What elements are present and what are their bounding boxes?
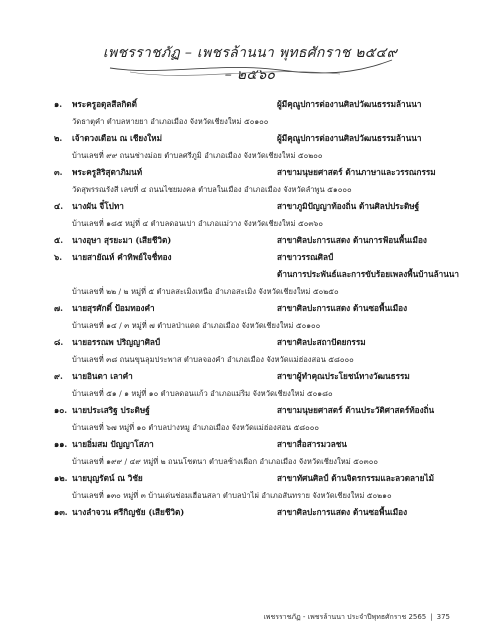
- entry-number: ๑.: [54, 99, 63, 109]
- entry-address: บ้านเลขที่ ๒๒ / ๒ หมู่ที่ ๕ ตำบลสะเมิงเหนือ อำเภอสะเมิง จังหวัดเชียงใหม่ ๕๐๒๕๐: [72, 287, 339, 296]
- entry-list: [54, 96, 464, 521]
- entry-name: นายอิ่มสม ปัญญาโสภา: [72, 439, 154, 449]
- list-item: [54, 198, 464, 232]
- entry-address: บ้านเลขที่ ๑๔ / ๓ หมู่ที่ ๗ ตำบลป่าแดด อำเภอเมือง จังหวัดเชียงใหม่ ๕๐๑๐๐: [72, 321, 321, 330]
- entry-name: นายอรรณพ ปริญญาศิลป์: [72, 337, 161, 347]
- entry-role: ผู้มีคุณูปการต่องานศิลปวัฒนธรรมล้านนา: [277, 99, 422, 109]
- entry-address: บ้านเลขที่ ๑๓๐ หมู่ที่ ๓ บ้านเด่นช่อมเฮือนสลา ตำบลป่าไผ่ อำเภอสันทราย จังหวัดเชียงใหม่ ๕๐๒๑๐: [72, 491, 392, 500]
- list-item: [54, 504, 464, 521]
- entry-role: สาขาสื่อสารมวลชน: [277, 439, 347, 449]
- entry-address: บ้านเลขที่ ๑๘๕ หมู่ที่ ๔ ตำบลดอนเปา อำเภอแม่วาง จังหวัดเชียงใหม่ ๕๐๓๖๐: [72, 219, 323, 228]
- entry-role: สาขาศิลปะสถาปัตยกรรม: [277, 337, 366, 347]
- entry-role: สาขามนุษยศาสตร์ ด้านภาษาและวรรณกรรม: [277, 167, 436, 177]
- page-footer: [263, 612, 450, 623]
- entry-role: สาขาศิลปะการแสดง ด้านซอพื้นเมือง: [277, 303, 408, 313]
- entry-address: บ้านเลขที่ ๕๑ / ๑ หมู่ที่ ๑๐ ตำบลดอนแก้ว อำเภอแม่ริม จังหวัดเชียงใหม่ ๕๐๑๘๐: [72, 389, 333, 398]
- entry-role: สาขาศิลปะการแสดง ด้านซอพื้นเมือง: [277, 507, 408, 517]
- entry-name: นางอุษา สุรยะมา (เสียชีวิต): [72, 235, 172, 245]
- entry-name: นางลำจวน ศรีกิญชัย (เสียชีวิต): [72, 507, 185, 517]
- entry-number: ๖.: [54, 252, 63, 262]
- entry-name: เจ้าดวงเดือน ณ เชียงใหม่: [72, 133, 162, 143]
- list-item: [54, 300, 464, 334]
- footer-text: เพชรราชภัฏ - เพชรล้านนา ประจำปีพุทธศักราช 2565: [263, 613, 427, 621]
- entry-name: นางผัน จี๋โปทา: [72, 201, 124, 211]
- entry-address: บ้านเลขที่ ๓๘ ถนนขุนลุมประพาส ตำบลจองคำ อำเภอเมือง จังหวัดแม่ฮ่องสอน ๕๘๐๐๐: [72, 355, 354, 364]
- list-item: [54, 470, 464, 504]
- entry-name: นายบุญรัตน์ ณ วิชัย: [72, 473, 143, 483]
- entry-address: บ้านเลขที่ ๑๙๙ / ๔๙ หมู่ที่ ๒ ถนนโชตนา ตำบลช้างเผือก อำเภอเมือง จังหวัดเชียงใหม่ ๕๐๓๐๐: [72, 457, 378, 466]
- entry-number: ๓.: [54, 167, 63, 177]
- entry-address: วัดสุพรรณรังสี เลขที่ ๔ ถนนไชยมงคล ตำบลในเมือง อำเภอเมือง จังหวัดลำพูน ๕๑๐๐๐: [72, 185, 352, 194]
- entry-address: บ้านเลขที่ ๖๗ หมู่ที่ ๑๐ ตำบลปางหมู อำเภอเมือง จังหวัดแม่ฮ่องสอน ๕๘๐๐๐: [72, 423, 320, 432]
- list-item: [54, 232, 464, 249]
- footer-divider: |: [430, 613, 433, 621]
- page-number: 375: [436, 613, 450, 621]
- entry-number: ๘.: [54, 337, 64, 347]
- entry-number: ๑๐.: [54, 405, 68, 415]
- entry-role-detail: ด้านการประพันธ์และการขับร้อยเพลงพื้นบ้านล้านนา: [277, 269, 459, 279]
- entry-name: นายประเสริฐ ประดิษฐ์: [72, 405, 150, 415]
- list-item: [54, 436, 464, 470]
- entry-number: ๙.: [54, 371, 63, 381]
- entry-number: ๑๑.: [54, 439, 68, 449]
- entry-role: สาขาภูมิปัญญาท้องถิ่น ด้านศิลปประดิษฐ์: [277, 201, 420, 211]
- entry-address: บ้านเลขที่ ๙๙ ถนนช่างม่อย ตำบลศรีภูมิ อำเภอเมือง จังหวัดเชียงใหม่ ๕๐๒๐๐: [72, 151, 323, 160]
- entry-number: ๕.: [54, 235, 64, 245]
- entry-name: นายสายัณห์ คำทิพย์ใจชื่ทอง: [72, 252, 172, 262]
- entry-number: ๗.: [54, 303, 64, 313]
- entry-name: พระครูสิริสุตาภิมนท์: [72, 167, 143, 177]
- entry-role: สาขาศิลปะการแสดง ด้านการฟ้อนพื้นเมือง: [277, 235, 427, 245]
- page-title: เพชรราชภัฏ – เพชรล้านนา พุทธศักราช ๒๕๔๙ – ๒๕๖๐: [102, 45, 398, 83]
- list-item: [54, 130, 464, 164]
- entry-number: ๑๓.: [54, 507, 68, 517]
- entry-number: ๒.: [54, 133, 63, 143]
- list-item: [54, 368, 464, 402]
- entry-name: นายอินตา เลาคำ: [72, 371, 133, 381]
- list-item: [54, 96, 464, 130]
- entry-name: พระครูอดุลสีลกิตติ์: [72, 99, 137, 109]
- list-item: [54, 249, 464, 300]
- entry-role: สาขาวรรณศิลป์: [277, 252, 334, 262]
- list-item: [54, 402, 464, 436]
- entry-role: สาขาผู้ทำคุณประโยชน์ทางวัฒนธรรม: [277, 371, 410, 381]
- entry-role: ผู้มีคุณูปการต่องานศิลปวัฒนธรรมล้านนา: [277, 133, 422, 143]
- entry-name: นายสุรศักดิ์ ป้อมทองคำ: [72, 303, 155, 313]
- entry-role: สาขามนุษยศาสตร์ ด้านประวัติศาสตร์ท้องถิ่น: [277, 405, 435, 415]
- entry-address: วัดธาตุคำ ตำบลหายยา อำเภอเมือง จังหวัดเชียงใหม่ ๕๐๑๐๐: [72, 117, 269, 126]
- list-item: [54, 164, 464, 198]
- list-item: [54, 334, 464, 368]
- title-banner: [100, 38, 400, 90]
- entry-number: ๑๒.: [54, 473, 68, 483]
- title-swash-decoration: [100, 38, 400, 90]
- entry-role: สาขาทัศนศิลป์ ด้านจิตรกรรมและลวดลายไม้: [277, 473, 434, 483]
- entry-number: ๔.: [54, 201, 64, 211]
